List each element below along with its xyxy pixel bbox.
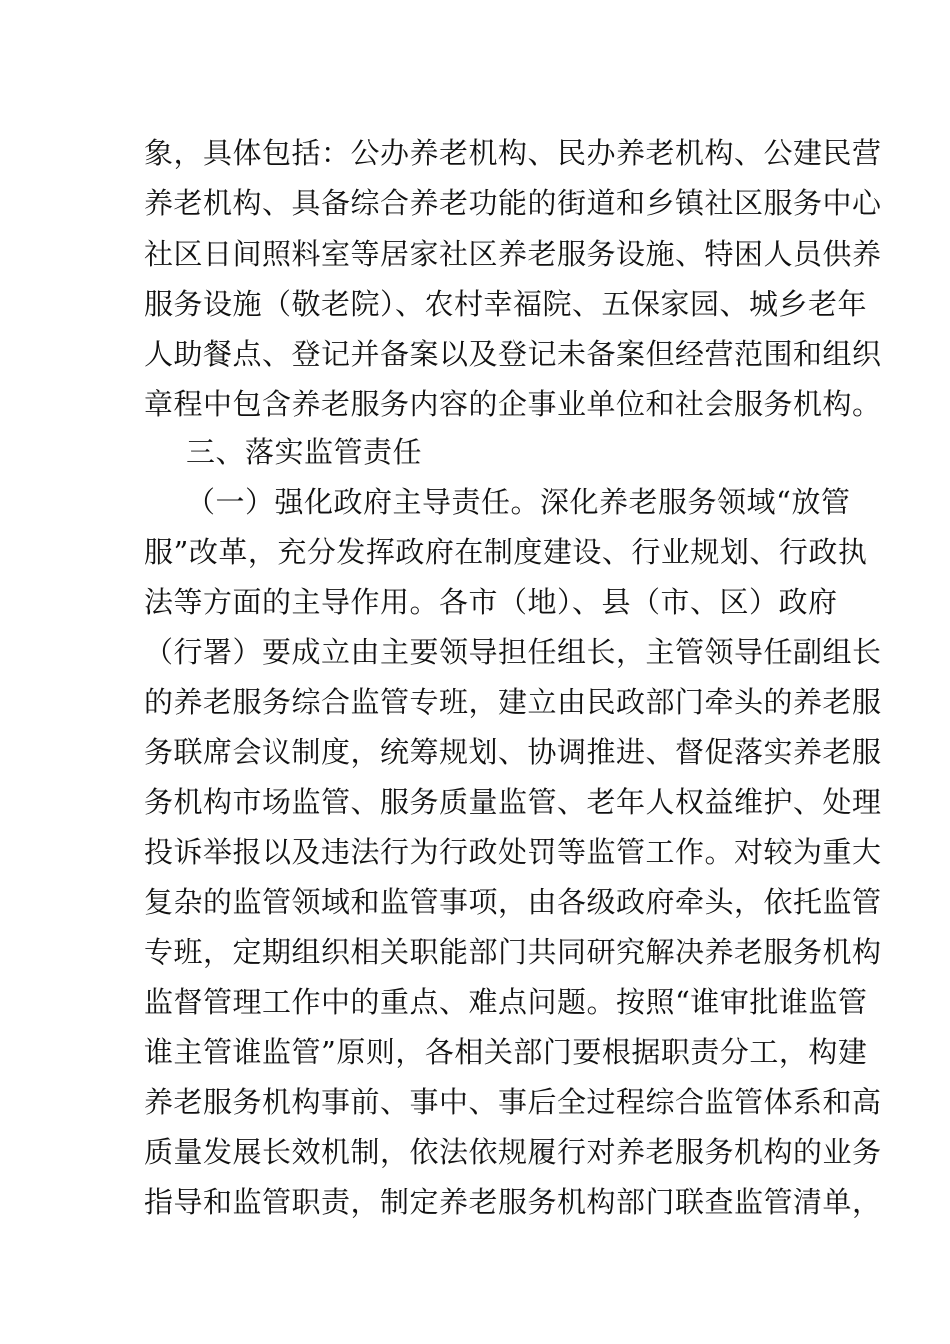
text-line: 务机构市场监管、服务质量监管、老年人权益维护、处理 xyxy=(144,785,882,819)
text-line: 养老机构、具备综合养老功能的街道和乡镇社区服务中心 xyxy=(144,186,882,220)
text-line: （一）强化政府主导责任。深化养老服务领域“放管 xyxy=(186,485,851,519)
text-line: 投诉举报以及违法行为行政处罚等监管工作。对较为重大 xyxy=(144,835,882,869)
text-line: 质量发展长效机制，依法依规履行对养老服务机构的业务 xyxy=(144,1135,882,1169)
text-line: 养老服务机构事前、事中、事后全过程综合监管体系和高 xyxy=(144,1085,882,1119)
text-line: 指导和监管职责，制定养老服务机构部门联查监管清单， xyxy=(144,1185,882,1219)
text-line: 服务设施（敬老院）、农村幸福院、五保家园、城乡老年 xyxy=(144,287,868,321)
text-line: 象，具体包括：公办养老机构、民办养老机构、公建民营 xyxy=(144,136,882,170)
text-line: 人助餐点、登记并备案以及登记未备案但经营范围和组织 xyxy=(144,337,882,371)
text-line: 章程中包含养老服务内容的企事业单位和社会服务机构。 xyxy=(144,387,882,421)
section-heading: 三、落实监管责任 xyxy=(186,435,423,469)
text-line: 法等方面的主导作用。各市（地）、县（市、区）政府 xyxy=(144,585,838,619)
text-line: 专班，定期组织相关职能部门共同研究解决养老服务机构 xyxy=(144,935,882,969)
text-line: 谁主管谁监管”原则，各相关部门要根据职责分工，构建 xyxy=(144,1035,868,1069)
text-line: 的养老服务综合监管专班，建立由民政部门牵头的养老服 xyxy=(144,685,882,719)
text-line: 服”改革，充分发挥政府在制度建设、行业规划、行政执 xyxy=(144,535,868,569)
text-line: 复杂的监管领域和监管事项，由各级政府牵头，依托监管 xyxy=(144,885,882,919)
text-line: 务联席会议制度，统筹规划、协调推进、督促落实养老服 xyxy=(144,735,882,769)
text-line: （行署）要成立由主要领导担任组长，主管领导任副组长 xyxy=(144,635,882,669)
text-line: 社区日间照料室等居家社区养老服务设施、特困人员供养 xyxy=(144,237,882,271)
text-line: 监督管理工作中的重点、难点问题。按照“谁审批谁监管 xyxy=(144,985,868,1019)
